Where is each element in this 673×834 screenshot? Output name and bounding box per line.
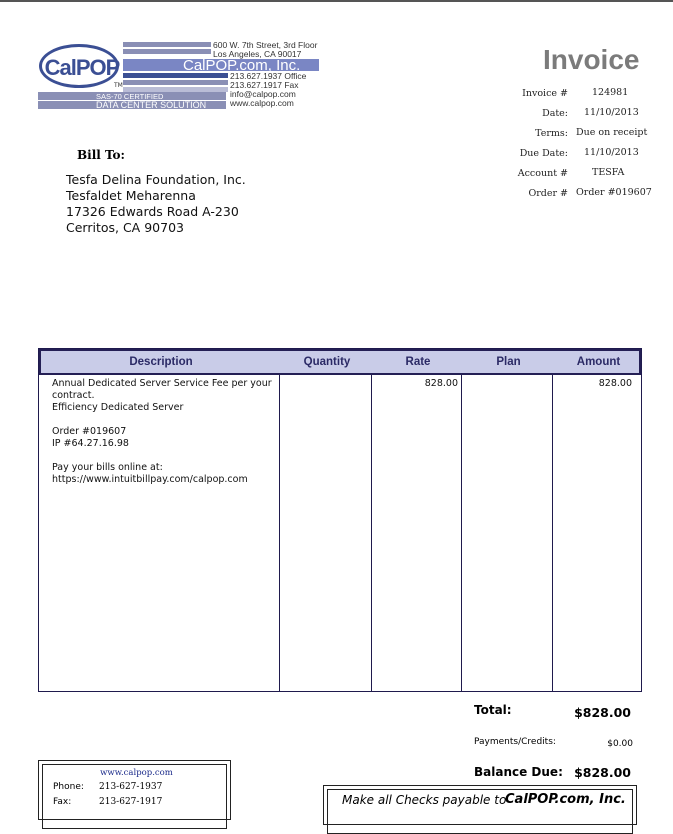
bill-to-line: Tesfa Delina Foundation, Inc. (66, 172, 246, 187)
column-divider (371, 375, 372, 691)
header-plan: Plan (496, 356, 521, 368)
logo-web: www.calpop.com (230, 98, 294, 108)
column-divider (552, 375, 553, 691)
checks-payable-text: Make all Checks payable to (342, 793, 507, 807)
contact-fax-label: Fax: (53, 797, 72, 807)
due-date-label: Due Date: (519, 148, 568, 159)
header-quantity: Quantity (303, 356, 351, 368)
description-line: Pay your bills online at: (52, 462, 163, 473)
due-date-value: 11/10/2013 (584, 147, 639, 158)
description-line: https://www.intuitbillpay.com/calpop.com (52, 474, 248, 485)
checks-box-inner (327, 789, 633, 834)
item-rate: 828.00 (424, 378, 458, 389)
description-line: Order #019607 (52, 426, 127, 437)
logo-company-name: CalPOP.com, Inc. (183, 57, 301, 74)
invoice-title: Invoice (543, 44, 640, 75)
contact-box-inner (42, 764, 227, 829)
balance-due-value: $828.00 (574, 765, 631, 780)
item-amount: 828.00 (598, 378, 632, 389)
description-line: IP #64.27.16.98 (52, 438, 129, 449)
logo-fax: 213.627.1917 Fax (230, 80, 299, 90)
logo-oval (39, 44, 119, 88)
logo-trademark: TM (114, 82, 123, 89)
order-label: Order # (528, 188, 568, 199)
top-border-line (0, 0, 673, 2)
contact-phone-label: Phone: (53, 782, 84, 792)
checks-payee: CalPOP.com, Inc. (505, 792, 626, 807)
date-label: Date: (542, 108, 568, 119)
company-logo (38, 40, 323, 112)
logo-email: info@calpop.com (230, 89, 296, 99)
header-rate: Rate (405, 356, 431, 368)
balance-due-label: Balance Due: (474, 765, 563, 779)
bill-to-line: Tesfaldet Meharenna (66, 188, 196, 203)
description-line: Annual Dedicated Server Service Fee per your (52, 378, 272, 389)
payments-label: Payments/Credits: (474, 737, 556, 747)
logo-tagline-text: DATA CENTER SOLUTION (96, 100, 207, 110)
order-value: Order #019607 (576, 187, 652, 198)
invoice-number-value: 124981 (592, 87, 629, 98)
logo-address-line1: 600 W. 7th Street, 3rd Floor (213, 40, 318, 50)
payments-value: $0.00 (607, 739, 633, 749)
contact-box (38, 760, 231, 820)
account-value: TESFA (592, 167, 625, 178)
logo-office-phone: 213.627.1937 Office (230, 71, 307, 81)
line-items-table (38, 348, 642, 692)
date-value: 11/10/2013 (584, 107, 639, 118)
account-label: Account # (517, 168, 568, 179)
total-label: Total: (474, 703, 512, 717)
checks-payable-box (323, 785, 637, 825)
terms-label: Terms: (535, 128, 568, 139)
description-line: Efficiency Dedicated Server (52, 402, 184, 413)
logo-cert-text: SAS-70 CERTIFIED (96, 92, 164, 101)
terms-value: Due on receipt (576, 127, 648, 138)
header-amount: Amount (576, 356, 621, 368)
item-description (52, 378, 277, 486)
description-line: contract. (52, 390, 95, 401)
column-divider (279, 375, 280, 691)
table-header (39, 349, 641, 375)
contact-phone: 213-627-1937 (99, 782, 163, 792)
description-line (52, 450, 277, 462)
logo-mark-text: CalPOP (44, 55, 120, 80)
contact-web: www.calpop.com (100, 768, 173, 778)
bill-to-label: Bill To: (77, 148, 125, 162)
bill-to-line: Cerritos, CA 90703 (66, 220, 184, 235)
bill-to-line: 17326 Edwards Road A-230 (66, 204, 239, 219)
contact-fax: 213-627-1917 (99, 797, 163, 807)
column-divider (461, 375, 462, 691)
logo-address-line2: Los Angeles, CA 90017 (213, 49, 302, 59)
total-value: $828.00 (574, 705, 631, 720)
description-line (52, 414, 277, 426)
invoice-number-label: Invoice # (522, 88, 568, 99)
header-description: Description (129, 356, 193, 368)
